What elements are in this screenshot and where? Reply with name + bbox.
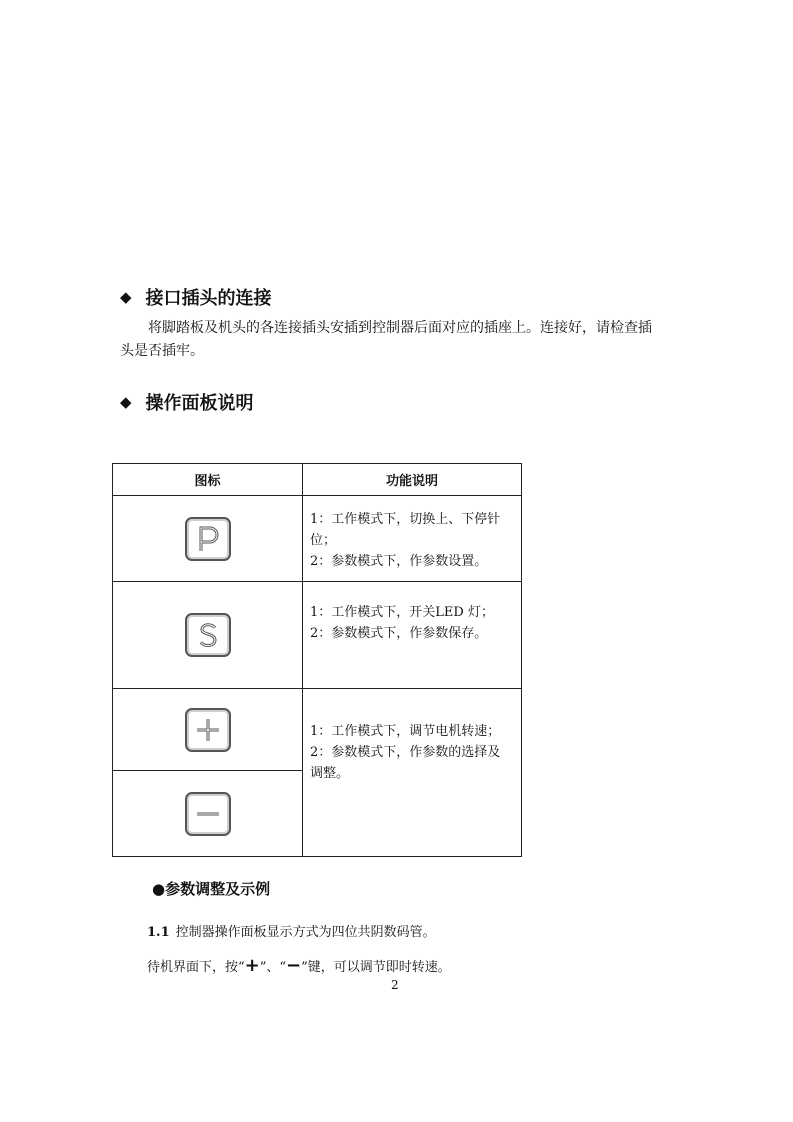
desc-line: 位； [310, 533, 337, 548]
minus-key-icon [185, 792, 231, 836]
standby-instruction: 待机界面下，按“+”、“−”键，可以调节即时转速。 [147, 955, 451, 976]
section-heading-connection [120, 284, 272, 310]
table-row [113, 496, 522, 582]
header-icon: 图标 [113, 464, 303, 496]
section-title: 操作面板说明 [145, 393, 254, 414]
diamond-bullet-icon: ◆ [120, 288, 132, 306]
item-text: 控制器操作面板显示方式为四位共阴数码管。 [175, 925, 436, 940]
desc-line: 调整。 [310, 766, 350, 781]
paragraph-line-1: 将脚踏板及机头的各连接插头安插到控制器后面对应的插座上。连接好，请检查插 [148, 320, 652, 336]
diamond-bullet-icon: ◆ [120, 393, 132, 411]
desc-line: 2：参数模式下，作参数的选择及 [310, 745, 501, 760]
desc-line: 2：参数模式下，作参数保存。 [310, 626, 488, 641]
section-title: 接口插头的连接 [145, 288, 272, 309]
minus-symbol: − [286, 955, 302, 976]
params-heading: ●参数调整及示例 [152, 880, 271, 898]
plus-symbol: + [244, 955, 260, 976]
desc-line: 1：工作模式下，调节电机转速； [310, 724, 501, 739]
paragraph-line-2: 头是否插牢。 [120, 343, 204, 359]
params-item [147, 921, 436, 940]
table-row [113, 582, 522, 689]
desc-line: 1：工作模式下，开关LED 灯； [310, 605, 494, 620]
desc-line: 1：工作模式下，切换上、下停针 [310, 512, 501, 527]
plus-key-icon [185, 708, 231, 752]
s-key-icon [185, 613, 231, 657]
page-number: 2 [391, 978, 399, 992]
connection-paragraph [120, 317, 680, 363]
desc-line: 2：参数模式下，作参数设置。 [310, 554, 488, 569]
table-header-row [113, 464, 522, 496]
table-row [113, 689, 522, 771]
item-number: 1.1 [147, 925, 170, 940]
header-desc: 功能说明 [303, 464, 522, 496]
function-table [112, 463, 522, 857]
p-key-icon [185, 517, 231, 561]
section-heading-panel [120, 389, 254, 415]
